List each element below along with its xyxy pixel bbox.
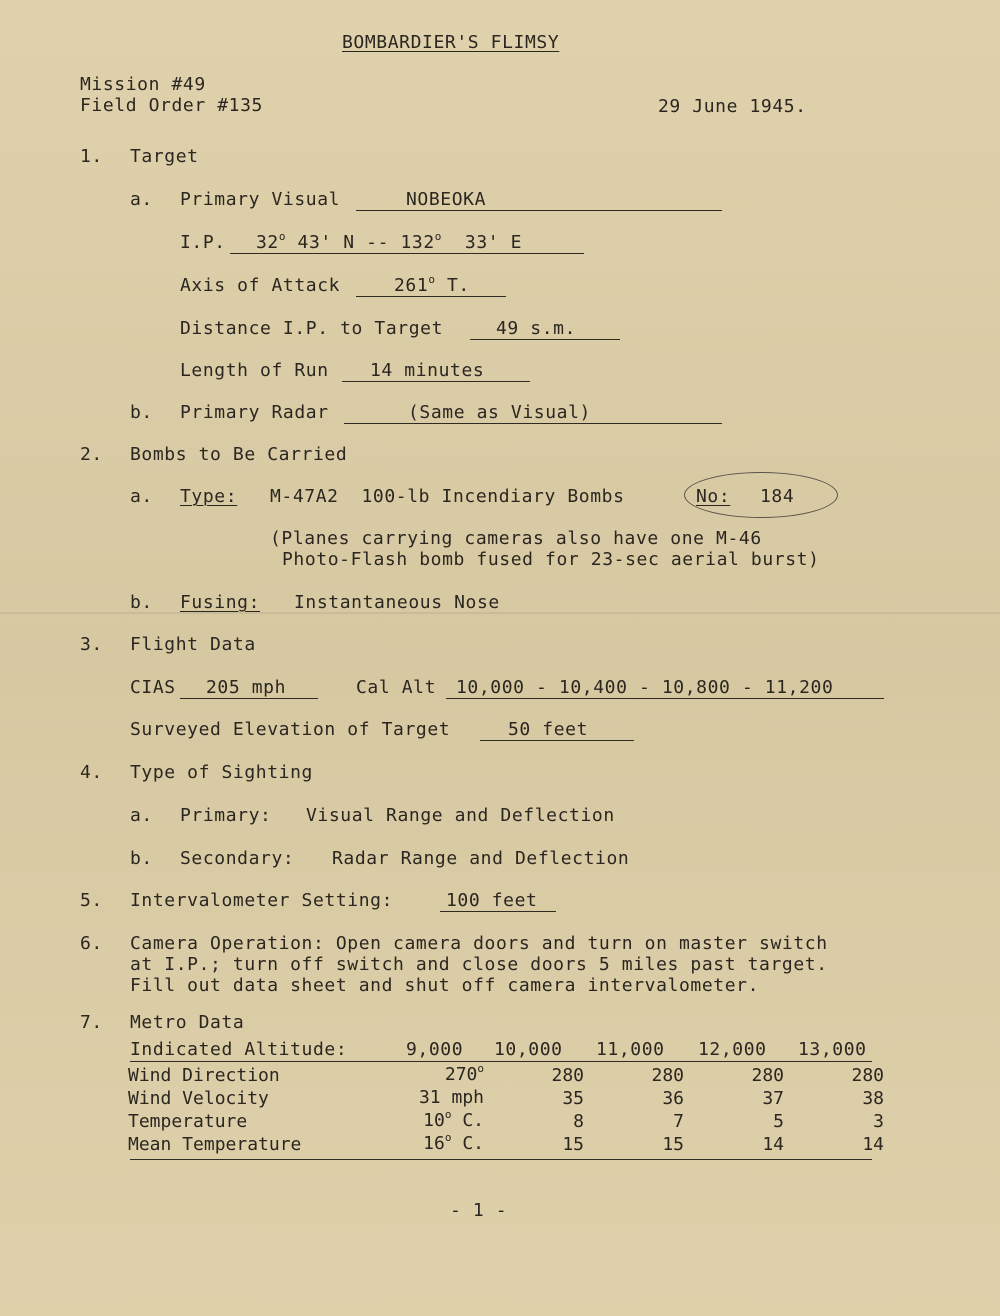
axis-underline bbox=[356, 296, 506, 297]
metro-row-label: Wind Velocity bbox=[128, 1088, 269, 1109]
metro-unit: C. bbox=[451, 1133, 484, 1154]
metro-row bbox=[128, 1064, 884, 1087]
sighting-primary-label: Primary: bbox=[180, 805, 272, 826]
camera-operation-line-2: at I.P.; turn off switch and close doors 5 miles past target. bbox=[130, 954, 828, 975]
metro-row bbox=[128, 1110, 884, 1133]
metro-unit: C. bbox=[451, 1110, 484, 1131]
section-1-number: 1. bbox=[80, 146, 103, 167]
section-2-heading: Bombs to Be Carried bbox=[130, 444, 348, 465]
section-1-heading: Target bbox=[130, 146, 199, 167]
metro-value-col-3: 15 bbox=[662, 1134, 684, 1155]
sighting-primary-value: Visual Range and Deflection bbox=[306, 805, 615, 826]
camera-note-line-1: (Planes carrying cameras also have one M-46 bbox=[270, 528, 762, 549]
metro-value-col-3: 36 bbox=[662, 1088, 684, 1109]
degree-mark: o bbox=[444, 1108, 452, 1121]
metro-row bbox=[128, 1133, 884, 1156]
primary-visual-underline bbox=[356, 210, 722, 211]
metro-value-col-5: 14 bbox=[862, 1134, 884, 1155]
metro-value-col-5: 3 bbox=[873, 1111, 884, 1132]
camera-operation-line-3: Fill out data sheet and shut off camera intervalometer. bbox=[130, 975, 760, 996]
metro-value-9000 bbox=[398, 1064, 484, 1087]
item-4a-letter: a. bbox=[130, 805, 153, 826]
metro-value-col-4: 37 bbox=[762, 1088, 784, 1109]
type-value: M-47A2 100-lb Incendiary Bombs bbox=[270, 486, 625, 507]
distance-label: Distance I.P. to Target bbox=[180, 318, 444, 339]
primary-visual-label: Primary Visual bbox=[180, 189, 341, 210]
axis-unit: T. bbox=[446, 275, 470, 296]
mission-number: Mission #49 bbox=[80, 74, 206, 95]
section-2-number: 2. bbox=[80, 444, 103, 465]
ip-lat-min: 43' bbox=[297, 232, 332, 253]
altitude-10000: 10,000 bbox=[494, 1039, 563, 1060]
cias-underline bbox=[180, 698, 318, 699]
cal-alt-value: 10,000 - 10,400 - 10,800 - 11,200 bbox=[456, 677, 834, 698]
metro-bottom-rule bbox=[130, 1159, 872, 1160]
section-3-heading: Flight Data bbox=[130, 634, 256, 655]
metro-row bbox=[128, 1087, 884, 1110]
metro-value-col-4: 280 bbox=[751, 1065, 784, 1086]
metro-row-label: Mean Temperature bbox=[128, 1134, 302, 1155]
axis-label: Axis of Attack bbox=[180, 275, 341, 296]
metro-value: 10 bbox=[423, 1110, 445, 1131]
metro-row-label: Wind Direction bbox=[128, 1065, 280, 1086]
metro-value-col-2: 15 bbox=[562, 1134, 584, 1155]
primary-radar-value: (Same as Visual) bbox=[408, 402, 591, 423]
primary-radar-underline bbox=[344, 423, 722, 424]
metro-value-col-3: 280 bbox=[651, 1065, 684, 1086]
item-4b-letter: b. bbox=[130, 848, 153, 869]
metro-value-col-4: 14 bbox=[762, 1134, 784, 1155]
cias-label: CIAS bbox=[130, 677, 176, 698]
bomb-count-label: No: bbox=[696, 486, 731, 507]
cal-alt-underline bbox=[446, 698, 884, 699]
degree-mark: o bbox=[477, 1062, 484, 1075]
camera-note-line-2: Photo-Flash bomb fused for 23-sec aerial burst) bbox=[282, 549, 820, 570]
metro-value-9000 bbox=[398, 1133, 484, 1156]
sighting-secondary-value: Radar Range and Deflection bbox=[332, 848, 630, 869]
sighting-secondary-label: Secondary: bbox=[180, 848, 295, 869]
section-4-heading: Type of Sighting bbox=[130, 762, 313, 783]
ip-underline bbox=[230, 253, 584, 254]
metro-value-9000 bbox=[398, 1110, 484, 1133]
altitude-11000: 11,000 bbox=[596, 1039, 665, 1060]
ip-label: I.P. bbox=[180, 232, 226, 253]
length-label: Length of Run bbox=[180, 360, 329, 381]
item-1b-letter: b. bbox=[130, 402, 153, 423]
length-underline bbox=[342, 381, 530, 382]
metro-value-col-2: 280 bbox=[551, 1065, 584, 1086]
ip-separator: -- bbox=[366, 232, 390, 253]
metro-value-col-5: 38 bbox=[862, 1088, 884, 1109]
primary-radar-label: Primary Radar bbox=[180, 402, 329, 423]
intervalometer-label: Intervalometer Setting: bbox=[130, 890, 394, 911]
section-5-number: 5. bbox=[80, 890, 103, 911]
handwritten-circle bbox=[684, 472, 838, 518]
section-6-number: 6. bbox=[80, 933, 103, 954]
fusing-label: Fusing: bbox=[180, 592, 261, 613]
distance-underline bbox=[470, 339, 620, 340]
cias-value: 205 mph bbox=[206, 677, 287, 698]
degree-mark: o bbox=[278, 230, 287, 243]
axis-degrees: 261 bbox=[394, 275, 429, 296]
ip-lat-dir: N bbox=[343, 232, 355, 253]
item-2b-letter: b. bbox=[130, 592, 153, 613]
elevation-underline bbox=[480, 740, 634, 741]
degree-mark: o bbox=[444, 1131, 452, 1144]
field-order: Field Order #135 bbox=[80, 95, 263, 116]
ip-lon-dir: E bbox=[510, 232, 523, 253]
degree-mark: o bbox=[434, 230, 443, 243]
metro-value-col-3: 7 bbox=[673, 1111, 684, 1132]
metro-header-rule bbox=[130, 1061, 872, 1062]
metro-row-label: Temperature bbox=[128, 1111, 248, 1132]
section-4-number: 4. bbox=[80, 762, 103, 783]
type-label: Type: bbox=[180, 486, 238, 507]
intervalometer-underline bbox=[440, 911, 556, 912]
intervalometer-value: 100 feet bbox=[446, 890, 538, 911]
metro-value-col-4: 5 bbox=[773, 1111, 784, 1132]
item-2a-letter: a. bbox=[130, 486, 153, 507]
elevation-value: 50 feet bbox=[508, 719, 589, 740]
altitude-9000: 9,000 bbox=[406, 1039, 464, 1060]
section-7-heading: Metro Data bbox=[130, 1012, 245, 1033]
distance-value: 49 s.m. bbox=[496, 318, 577, 339]
document-date: 29 June 1945. bbox=[658, 96, 807, 117]
metro-value: 270 bbox=[444, 1064, 478, 1085]
metro-data-table bbox=[128, 1064, 884, 1156]
ip-lat-deg: 32 bbox=[256, 232, 279, 253]
document-title: BOMBARDIER'S FLIMSY bbox=[342, 32, 560, 53]
metro-value-9000 bbox=[398, 1087, 484, 1110]
metro-value: 31 mph bbox=[418, 1087, 484, 1108]
metro-value: 16 bbox=[423, 1133, 445, 1154]
ip-lon-deg: 132 bbox=[400, 232, 435, 253]
elevation-label: Surveyed Elevation of Target bbox=[130, 719, 451, 740]
fusing-value: Instantaneous Nose bbox=[294, 592, 500, 613]
metro-value-col-2: 35 bbox=[562, 1088, 584, 1109]
metro-header-label: Indicated Altitude: bbox=[130, 1039, 348, 1060]
section-7-number: 7. bbox=[80, 1012, 103, 1033]
metro-value-col-2: 8 bbox=[573, 1111, 584, 1132]
altitude-13000: 13,000 bbox=[798, 1039, 867, 1060]
metro-value-col-5: 280 bbox=[851, 1065, 884, 1086]
item-1a-letter: a. bbox=[130, 189, 153, 210]
page-number: - 1 - bbox=[450, 1200, 508, 1221]
length-value: 14 minutes bbox=[370, 360, 485, 381]
cal-alt-label: Cal Alt bbox=[356, 677, 437, 698]
camera-operation-line-1: Camera Operation: Open camera doors and turn on master switch bbox=[130, 933, 828, 954]
section-3-number: 3. bbox=[80, 634, 103, 655]
altitude-12000: 12,000 bbox=[698, 1039, 767, 1060]
bomb-count-value: 184 bbox=[760, 486, 795, 507]
degree-mark: o bbox=[428, 273, 436, 286]
ip-lon-min: 33' bbox=[464, 232, 500, 253]
primary-visual-value: NOBEOKA bbox=[406, 189, 487, 210]
